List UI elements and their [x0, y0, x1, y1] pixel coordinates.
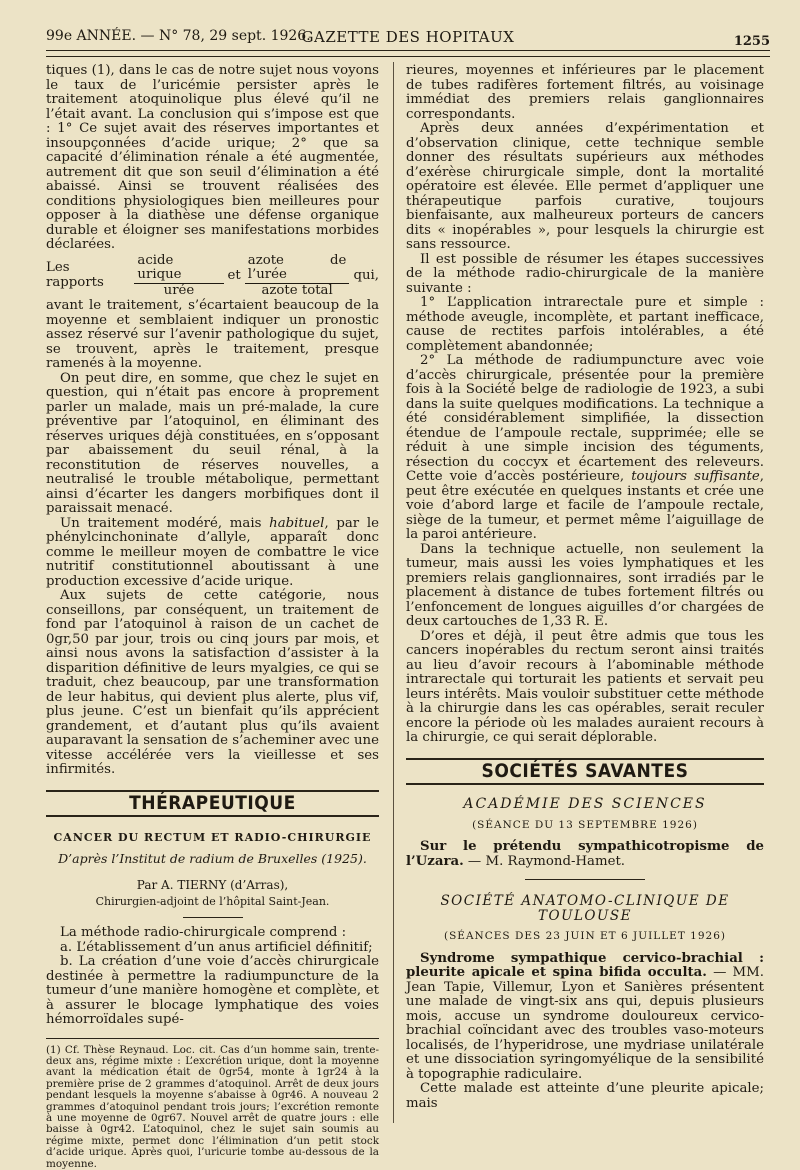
entry-title: Sur le prétendu sympathicotropisme de l’Uzara. — [406, 839, 764, 869]
paragraph: D’ores et déjà, il peut être admis que tous les cancers inopérables du rectum seront ainsi traités au lieu d’avoir recours à l’abominable méthode intrarectale qui torturait les patients et servait peu leurs intérêts. Mais vouloir substituer cette méthode à la chirurgie dans les cas opérables, serait reculer encore la période où les malades auraient recours à la chirurgie, ce qui serait déplorable. — [406, 628, 764, 745]
formula-conjunction: et — [227, 267, 241, 283]
paragraph: La méthode radio-chirurgicale comprend : — [60, 925, 347, 940]
header-rule-double — [46, 56, 770, 57]
text-run: Un traitement modéré, mais — [60, 515, 270, 531]
paragraph: b. La création d’une voie d’accès chirurgicale destinée à permettre la radiumpuncture de la tumeur d’une manière homogène et complète, et à assurer le blocage lymphatique des voies hémorroïdales supé- — [46, 954, 379, 1027]
paragraph: On peut dire, en somme, que chez le sujet en question, qui n’était pas encore à proprement parler un malade, mais un pré-malade, la cure préventive par l’atoquinol, en éliminant des réserves uriques déjà constituées, en s’opposant par abaissement du seuil rénal, à la reconstitution de réserves nouvelles, a neutralisé le trouble métabolique, permettant ainsi d’écarter les dangers morbifiques dont il paraissait menacé. — [46, 370, 379, 516]
footnote-rule — [46, 1038, 379, 1039]
emphasis: toujours suffisante — [631, 469, 760, 484]
separator — [525, 879, 645, 880]
article-kicker: CANCER DU RECTUM ET RADIO-CHIRURGIE — [53, 831, 372, 844]
fraction-numerator: azote de l’urée — [245, 254, 350, 284]
running-head — [46, 26, 770, 50]
paragraph: a. L’établissement d’un anus artificiel définitif; — [60, 939, 373, 955]
article-subtitle: D’après l’Institut de radium de Bruxelles (1925). — [58, 850, 367, 866]
paragraph: Cette malade est atteinte d’une pleurite apicale; mais — [406, 1081, 764, 1111]
right-column — [406, 64, 764, 1111]
paragraph: tiques (1), dans le cas de notre sujet nous voyons le taux de l’uricémie persister après le traitement atoquinolique plus élevé qu’il ne l’était avant. La conclusion qui s’impose est que : 1° Ce sujet avait des réserves importantes et insoupçonnées d’acide urique; 2° que sa capacité d’élimination rénale a été augmentée, autrement dit que son seuil d’élimination a été abaissé. Ainsi se trouvent réalisées des conditions physiologiques bien meilleures pour opposer à la diathèse une défense organique durable et éloigner ses manifestations morbides déclarées. — [46, 63, 379, 252]
paragraph: Il est possible de résumer les étapes successives de la méthode radio-chirurgicale de la manière suivante : — [406, 251, 764, 296]
fraction-denominator: azote total — [261, 282, 333, 298]
section-header-societes — [406, 758, 764, 786]
text-run: 2° La méthode de radiumpuncture avec voie d’accès chirurgicale, présentée pour la première fois à la Société belge de radiologie de 1923, a subi dans la suite quelques modifications. La technique a été considérablement simplifiée, la dissection étendue de l’ampoule rectale, supprimée; elle se réduit à une simple incision des téguments, résection du coccyx et écartement des releveurs. Cette voie d’accès postérieure, — [406, 353, 764, 484]
paragraph — [406, 952, 764, 1083]
formula-lead: Les rapports — [46, 260, 104, 290]
fraction-uric-urea — [134, 254, 223, 299]
text-run: , par le phénylcinchoninate d’allyle, apparaît donc comme le meilleur moyen de combattre le vice nutritif constitutionnel aboutissant à une production excessive d’acide urique. — [46, 515, 379, 589]
emphasis: habituel — [269, 515, 325, 531]
entry-text: — MM. Jean Tapie, Villemur, Lyon et Sanières présentent une malade de vingt-six ans qui, depuis plusieurs mois, accuse un syndrome douloureux cervico-brachial coïncidant avec des troubles vaso-moteurs localisés, de l’hyperidrose, une mydriase unilatérale et une dissociation syringomyélique de la sensibilité à topographie radiculaire. — [406, 965, 764, 1082]
paragraph: Après deux années d’expérimentation et d’observation clinique, cette technique semble donner des résultats supérieurs aux méthodes d’exérèse chirurgicale simple, dont la mortalité opératoire est élevée. Elle permet d’appliquer une thérapeutique parfois curative, toujours bienfaisante, aux malheureux porteurs de cancers dits « inopérables », pour lesquels la chirurgie est sans ressource. — [406, 121, 764, 252]
entry-author: — M. Raymond-Hamet. — [463, 853, 626, 869]
issue-info: 99e ANNÉE. — N° 78, 29 sept. 1926. — [46, 28, 311, 44]
section-title: SOCIÉTÉS SAVANTES — [481, 759, 689, 782]
paragraph: 1° L’application intrarectale pure et simple : méthode aveugle, incomplète, et partant inefficace, cause de rectites parfois intolérables, a été complètement abandonnée; — [406, 295, 764, 354]
paragraph: Aux sujets de cette catégorie, nous conseillons, par conséquent, un traitement de fond par l’atoquinol à raison de un cachet de 0gr,50 par jour, trois ou cinq jours par mois, et ainsi nous avons la satisfaction d’assister à la disparition définitive de leurs myalgies, ce qui se traduit, chez beaucoup, par une transformation de leur habitus, qui devient plus alerte, plus vif, plus jeune. C’est un bienfait qu’ils apprécient grandement, et d’autant plus qu’ils avaient auparavant la sensation de s’acheminer avec une vitesse accélérée vers la vieillesse et ses infirmités. — [46, 588, 379, 777]
fraction-nitrogen — [245, 254, 350, 299]
paragraph — [406, 840, 764, 869]
academy-heading: ACADÉMIE DES SCIENCES — [463, 796, 707, 812]
article-affiliation: Chirurgien-adjoint de l’hôpital Saint-Jean. — [95, 894, 330, 908]
separator — [183, 917, 243, 918]
fraction-numerator: acide urique — [134, 254, 223, 284]
ratio-formula — [46, 254, 379, 299]
footnote: (1) Cf. Thèse Reynaud. Loc. cit. Cas d’un homme sain, trente-deux ans, régime mixte : L’excrétion urique, dont la moyenne avant la médication était de 0gr54, monte à 1gr24 à la première prise de 2 grammes d’atoquinol. Arrêt de deux jours pendant lesquels la moyenne s’abaisse à 0gr46. A nouveau 2 grammes d’atoquinol pendant trois jours; l’excrétion remonte à une moyenne de 0gr67. Nouvel arrêt de quatre jours : elle baisse à 0gr42. L’atoquinol, chez le sujet sain soumis au régime mixte, permet donc l’élimination d’un petit stock d’acide urique. Après quoi, l’uricurie tombe au-dessous de la moyenne. — [46, 1043, 379, 1170]
header-rule — [46, 50, 770, 51]
entry-title: Syndrome sympathique cervico-brachial : pleurite apicale et spina bifida occulta. — [406, 950, 764, 980]
section-header-therapeutique — [46, 790, 379, 818]
paragraph: rieures, moyennes et inférieures par le placement de tubes radifères fortement filtrés, au voisinage immédiat des premiers relais ganglionnaires correspondants. — [406, 63, 764, 122]
session-dates: (SÉANCES DES 23 JUIN ET 6 JUILLET 1926) — [444, 930, 726, 942]
article-author: Par A. TIERNY (d’Arras), — [136, 878, 289, 892]
society-heading: SOCIÉTÉ ANATOMO-CLINIQUE DE TOULOUSE — [440, 893, 730, 924]
formula-tail: qui, — [353, 267, 379, 283]
paragraph: Dans la technique actuelle, non seulement la tumeur, mais aussi les voies lymphatiques et les premiers relais ganglionnaires, sont irradiés par le placement à distance de tubes fortement filtrés ou l’enfoncement de longues aiguilles d’or chargées de deux cartouches de 1,33 R. E. — [406, 541, 764, 629]
column-divider — [393, 62, 394, 1123]
fraction-denominator: urée — [163, 282, 195, 298]
text-run: , peut être exécutée en quelques instants et crée une voie d’abord large et facile de l’ampoule rectale, siège de la tumeur, et permet même l’aiguillage de la paroi antérieure. — [406, 469, 764, 542]
page-number: 1255 — [733, 34, 770, 49]
left-column — [46, 64, 379, 1170]
journal-title: GAZETTE DES HOPITAUX — [301, 28, 515, 46]
paragraph: avant le traitement, s’écartaient beaucoup de la moyenne et semblaient indiquer un pronostic assez réservé sur l’avenir pathologique du sujet, se trouvent, après le traitement, presque ramenés à la moyenne. — [46, 298, 379, 371]
paragraph — [46, 517, 379, 590]
session-date: (SÉANCE DU 13 SEPTEMBRE 1926) — [472, 818, 698, 831]
section-title: THÉRAPEUTIQUE — [129, 791, 296, 814]
paragraph — [406, 354, 764, 543]
